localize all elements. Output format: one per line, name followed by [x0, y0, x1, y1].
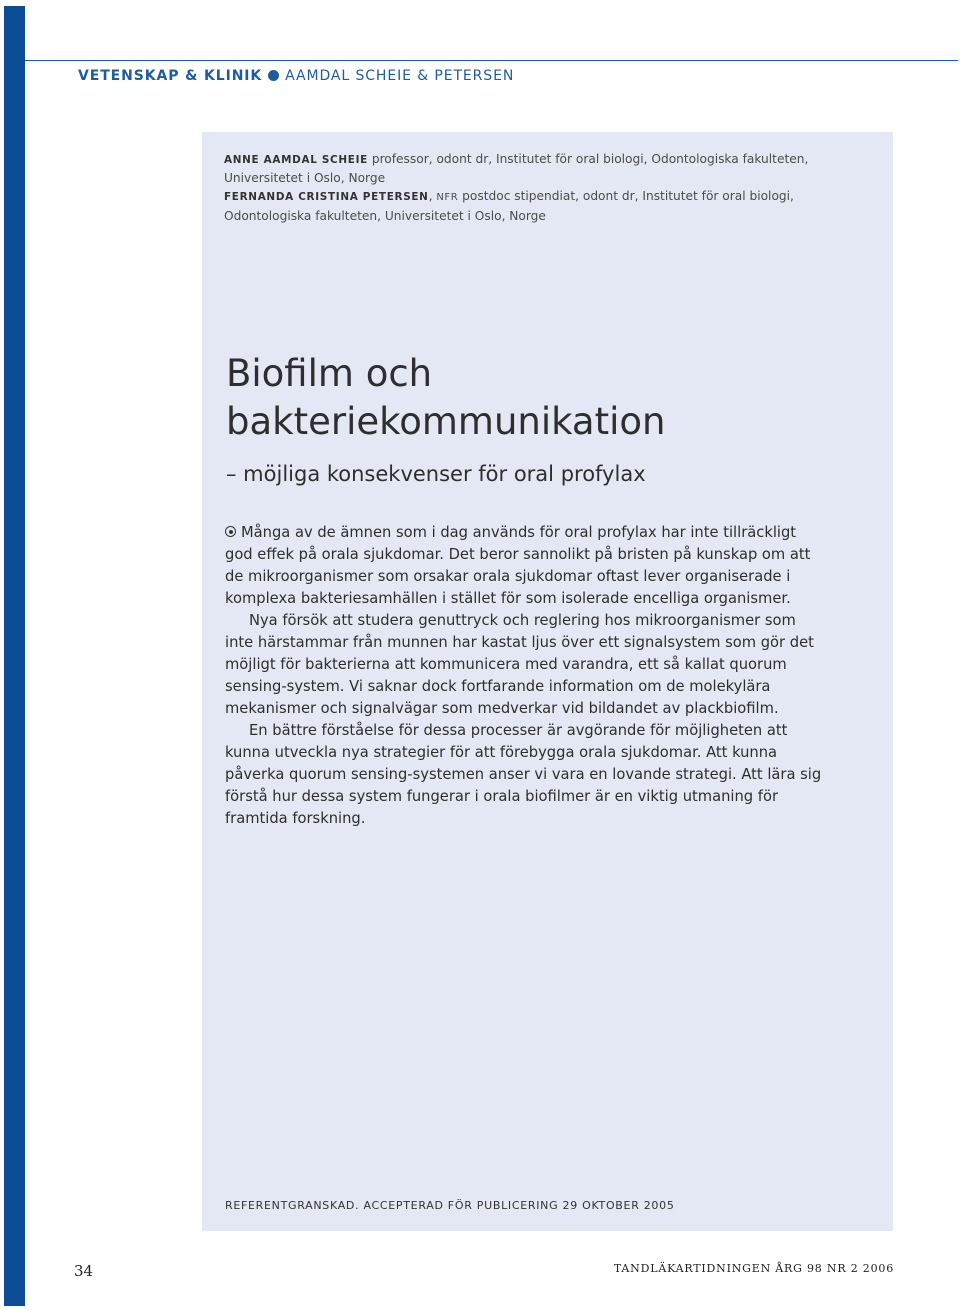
- affiliation-text: postdoc stipendiat, odont dr, Institutet för oral biologi, Odontologiska fakulteten, Universitetet i Oslo, Norge: [224, 189, 794, 223]
- header-rule: [25, 60, 958, 61]
- sidebar-accent-bar: [4, 6, 25, 1306]
- affiliation-text: professor, odont dr, Institutet för oral biologi, Odontologiska fakulteten, Universitetet i Oslo, Norge: [224, 152, 809, 185]
- page-number: 34: [74, 1262, 94, 1280]
- affiliation-item: [224, 150, 864, 187]
- bullet-icon: [268, 70, 279, 81]
- paragraph-2: Nya försök att studera genuttryck och reglering hos mikroorganismer som inte härstammar från munnen har kastat ljus över ett signalsystem som gör det möjligt för bakterierna att kommunicera med varandra, ett så kallat quorum sensing-system. Vi saknar dock fortfarande information om de molekylära mekanismer och signalvägar som medverkar vid bildandet av plackbiofilm.: [225, 612, 814, 717]
- paragraph-3: En bättre förståelse för dessa processer är avgörande för möjligheten att kunna utveckla nya strategier för att förebygga orala sjukdomar. Att kunna påverka quorum sensing-systemen anser vi vara en lovande strategi. Att lära sig förstå hur dessa system fungerar i orala biofilmer är en viktig utmaning för framtida forskning.: [225, 722, 822, 827]
- title-line-2: bakteriekommunikation: [226, 400, 666, 443]
- title-line-1: Biofilm och: [226, 352, 433, 395]
- author-name: FERNANDA CRISTINA PETERSEN: [224, 191, 429, 203]
- review-note: REFERENTGRANSKAD. ACCEPTERAD FÖR PUBLICERING 29 OKTOBER 2005: [225, 1199, 675, 1212]
- abstract-paragraph: [225, 522, 825, 610]
- article-abstract: [225, 522, 825, 830]
- running-header: [78, 68, 514, 84]
- paragraph-1: Många av de ämnen som i dag används för oral profylax har inte tillräckligt god effek på orala sjukdomar. Det beror sannolikt på bristen på kunskap om att de mikroorganismer som orsakar orala sjukdomar oftast lever organiserade i komplexa bakteriesamhällen i stället för som isolerade encelliga organismer.: [225, 524, 811, 607]
- running-authors: AAMDAL SCHEIE & PETERSEN: [285, 68, 515, 84]
- journal-footer: TANDLÄKARTIDNINGEN ÅRG 98 NR 2 2006: [613, 1262, 894, 1275]
- article-title: [226, 350, 665, 446]
- author-affiliations: [224, 150, 864, 225]
- target-icon: [225, 526, 236, 537]
- affiliation-item: FERNANDA CRISTINA PETERSEN, NFR postdoc stipendiat, odont dr, Institutet för oral biologi, Odontologiska fakulteten, Universitetet i Oslo, Norge: [224, 189, 794, 223]
- author-suffix: NFR: [436, 192, 459, 203]
- article-subtitle: – möjliga konsekvenser för oral profylax: [226, 462, 646, 486]
- section-label: VETENSKAP & KLINIK: [78, 68, 263, 84]
- author-name: ANNE AAMDAL SCHEIE: [224, 154, 368, 166]
